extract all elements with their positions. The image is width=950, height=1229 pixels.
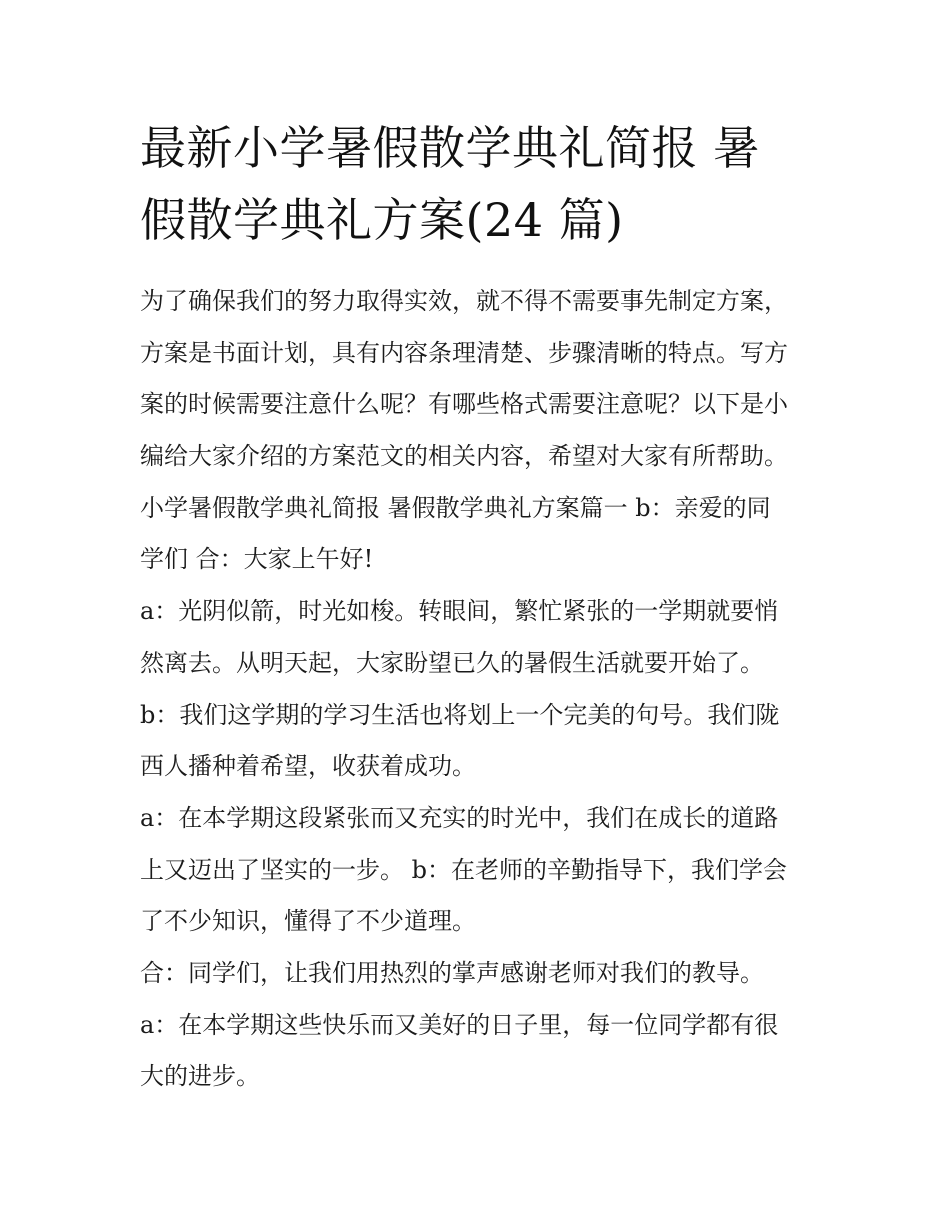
body-line: 学们 合：大家上午好! xyxy=(140,545,374,574)
document-body xyxy=(140,276,830,1103)
body-line: 西人播种着希望，收获着成功。 xyxy=(140,752,476,781)
body-line: 大的进步。 xyxy=(140,1062,260,1091)
body-line: b：我们这学期的学习生活也将划上一个完美的句号。我们陇 xyxy=(140,700,780,729)
body-line: 上又迈出了坚实的一步。 b：在老师的辛勤指导下，我们学会 xyxy=(140,855,787,884)
body-line: 编给大家介绍的方案范文的相关内容，希望对大家有所帮助。 xyxy=(140,442,788,471)
title-line: 假散学典礼方案(24 篇) xyxy=(140,193,624,247)
body-line: 方案是书面计划，具有内容条理清楚、步骤清晰的特点。写方 xyxy=(140,338,788,367)
body-line: a：在本学期这段紧张而又充实的时光中，我们在成长的道路 xyxy=(140,803,779,832)
body-line: 为了确保我们的努力取得实效，就不得不需要事先制定方案， xyxy=(140,287,788,315)
body-line: 小学暑假散学典礼简报 暑假散学典礼方案篇一 b：亲爱的同 xyxy=(140,493,771,522)
title-line: 最新小学暑假散学典礼简报 暑 xyxy=(140,121,760,175)
body-line: 了不少知识，懂得了不少道理。 xyxy=(140,907,476,936)
body-line: a：在本学期这些快乐而又美好的日子里，每一位同学都有很 xyxy=(140,1010,779,1039)
body-line: 案的时候需要注意什么呢？有哪些格式需要注意呢？以下是小 xyxy=(140,390,788,419)
body-line: 然离去。从明天起，大家盼望已久的暑假生活就要开始了。 xyxy=(140,648,764,677)
document-title xyxy=(140,112,840,256)
body-line: 合：同学们，让我们用热烈的掌声感谢老师对我们的教导。 xyxy=(140,958,764,987)
body-line: a：光阴似箭，时光如梭。转眼间，繁忙紧张的一学期就要悄 xyxy=(140,597,779,626)
